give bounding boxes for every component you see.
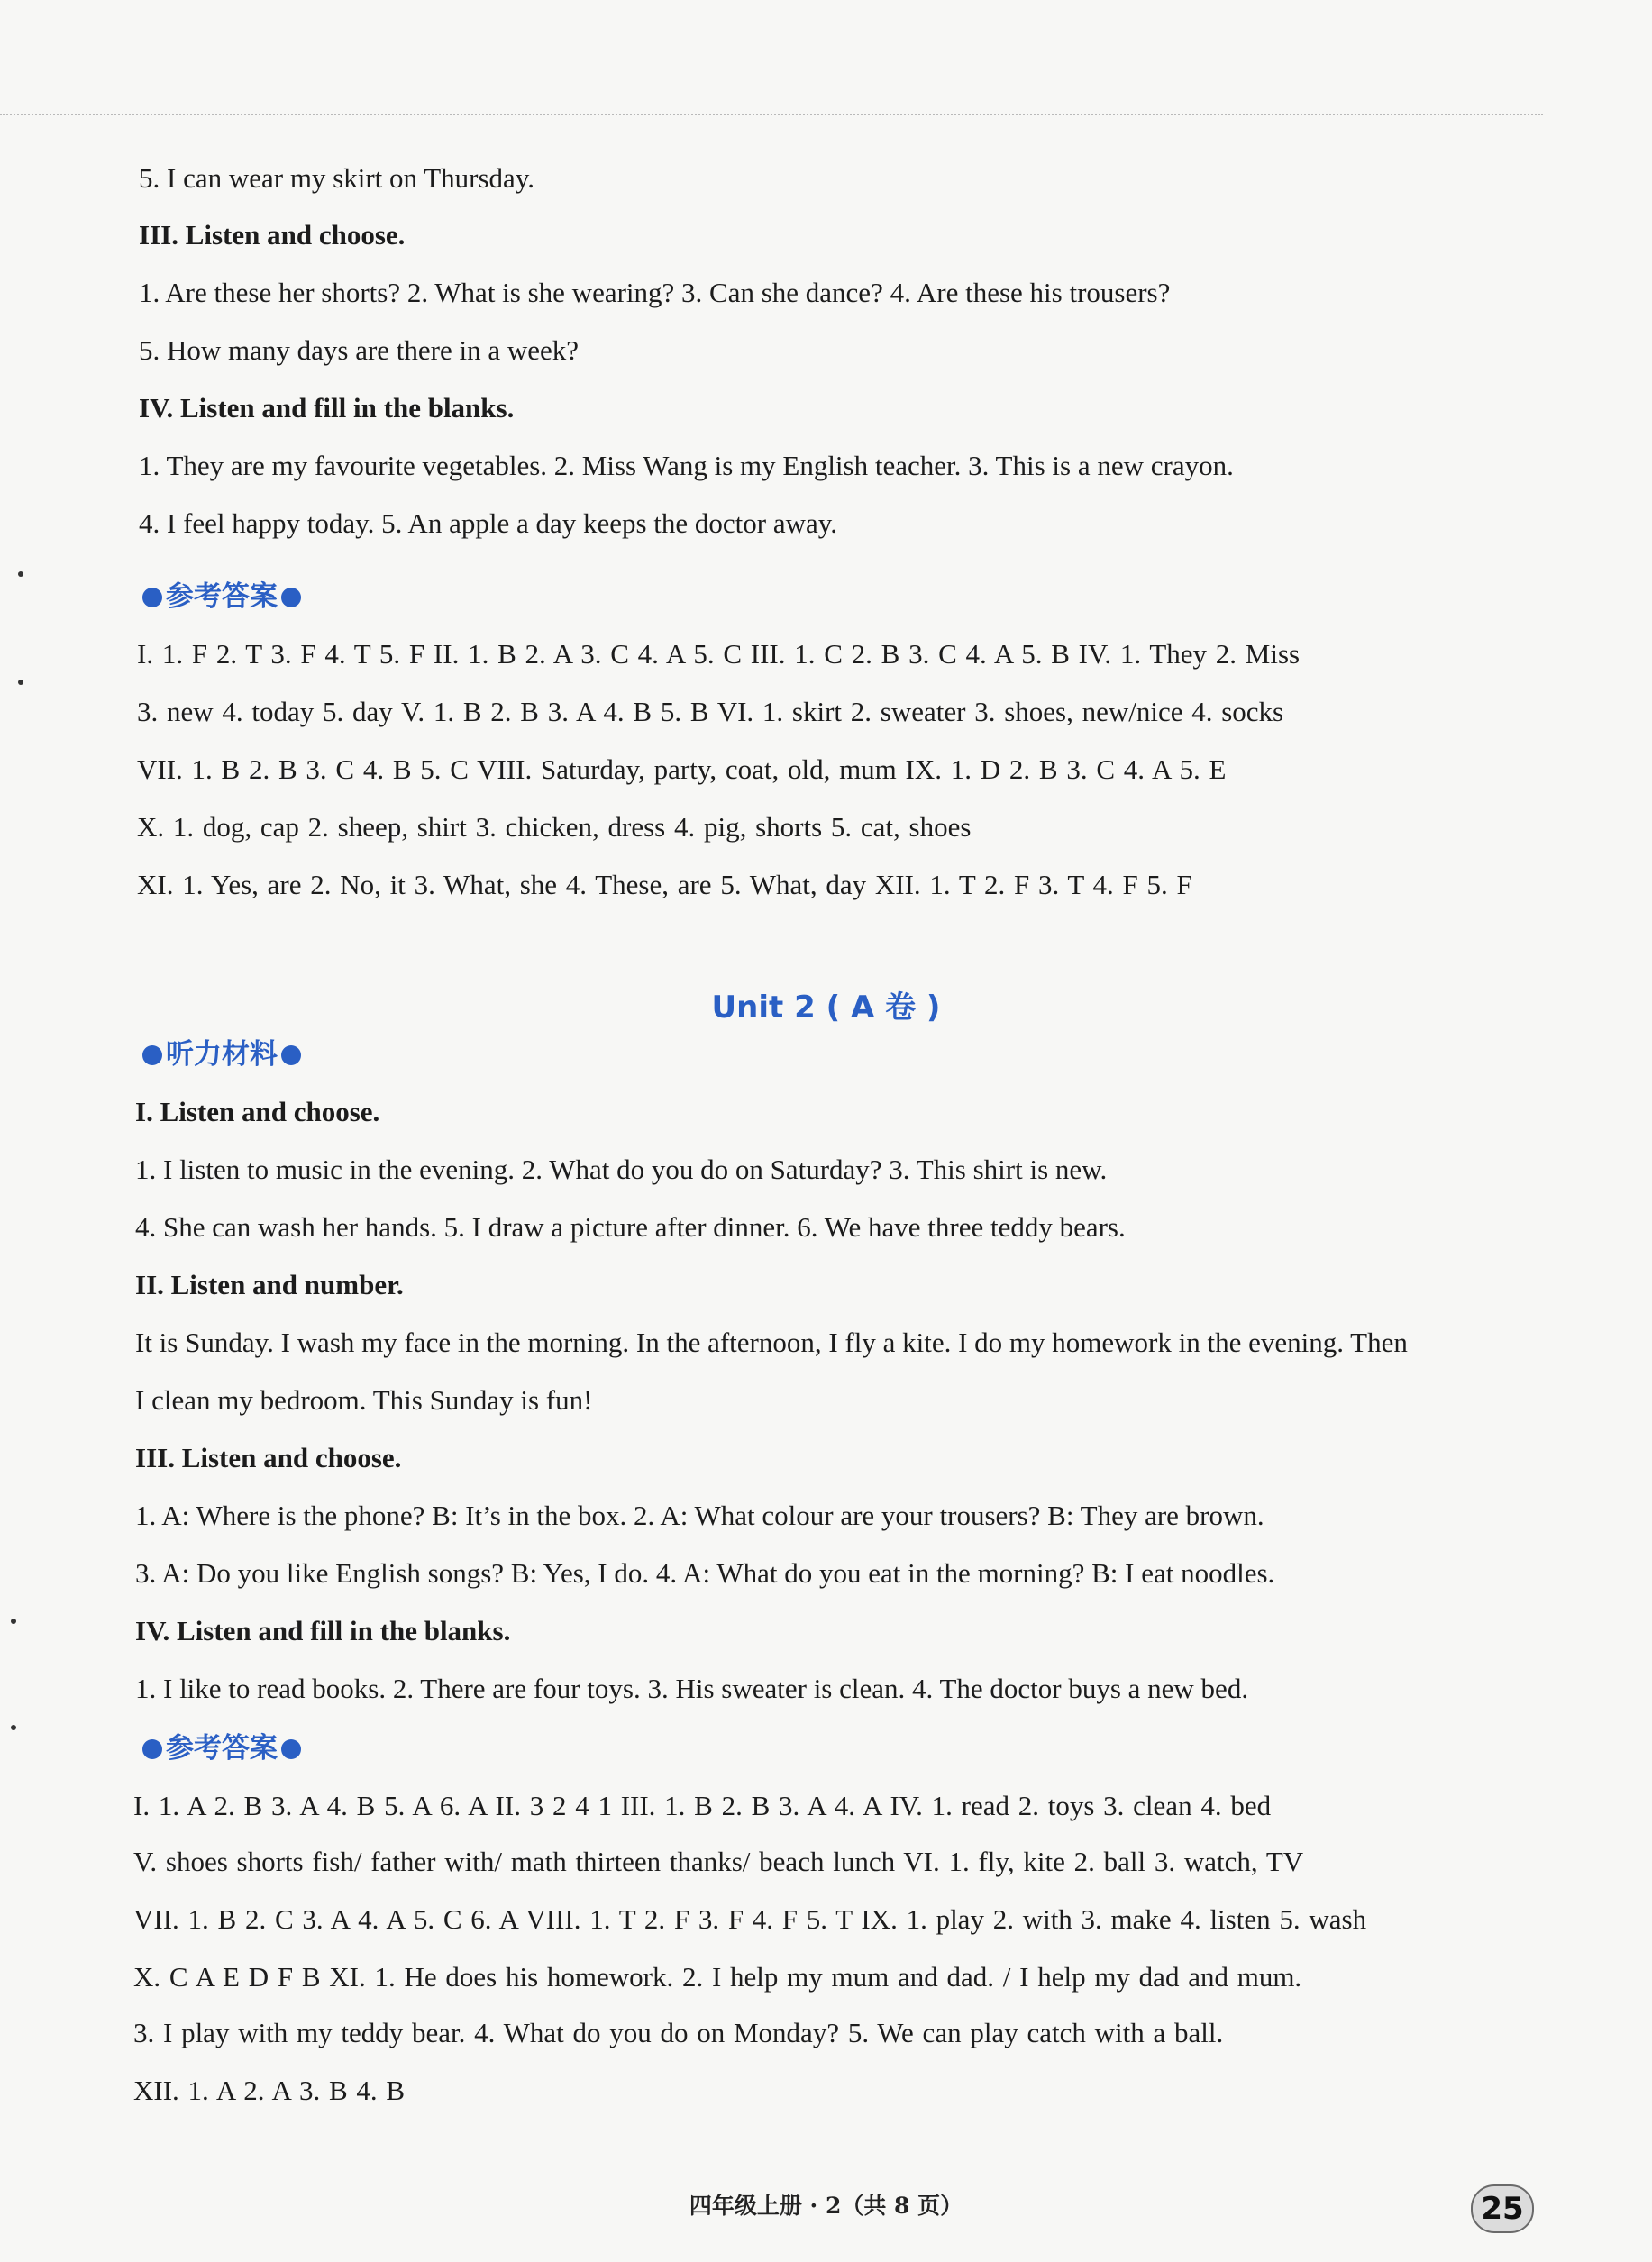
unit-title: Unit 2 ( A 卷 ) [711,990,941,1026]
text-line: 1. A: Where is the phone? B: It’s in the box. 2. A: What colour are your trousers? B: They are brown. [135,1500,1264,1531]
text-line: 1. Are these her shorts? 2. What is she wearing? 3. Can she dance? 4. Are these his trousers? [139,277,1171,308]
bullet-dot-icon [281,588,301,607]
text-line: 3. A: Do you like English songs? B: Yes, I do. 4. A: What do you eat in the morning? B: I eat noodles. [135,1557,1275,1589]
text-line: 5. I can wear my skirt on Thursday. [139,162,535,194]
top-dotted-rule [0,114,1543,115]
margin-dot [11,1725,16,1730]
margin-dot [18,571,23,577]
section-heading: I. Listen and choose. [135,1096,380,1127]
answer-line: VII. 1. B 2. B 3. C 4. B 5. C VIII. Saturday, party, coat, old, mum IX. 1. D 2. B 3. C 4. A 5. E [137,753,1227,785]
answer-line: XII. 1. A 2. A 3. B 4. B [133,2075,406,2106]
page-number-badge: 25 [1471,2184,1534,2233]
text-line: 5. How many days are there in a week? [139,334,580,366]
margin-dot [18,680,23,685]
answer-line: 3. new 4. today 5. day V. 1. B 2. B 3. A 4. B 5. B VI. 1. skirt 2. sweater 3. shoes, new/nice 4. socks [137,696,1284,727]
section-heading: II. Listen and number. [135,1269,404,1300]
bullet-dot-icon [142,1739,162,1759]
bullet-dot-icon [281,1045,301,1065]
text-line: 4. She can wash her hands. 5. I draw a picture after dinner. 6. We have three teddy bears. [135,1211,1126,1243]
listening-material-tag: 听力材料 [139,1036,305,1072]
answer-line: X. C A E D F B XI. 1. He does his homework. 2. I help my mum and dad. / I help my dad and mum. [133,1961,1302,1993]
bullet-dot-icon [142,1045,162,1065]
text-line: 1. They are my favourite vegetables. 2. Miss Wang is my English teacher. 3. This is a new crayon. [139,450,1234,481]
text-line: 1. I listen to music in the evening. 2. What do you do on Saturday? 3. This shirt is new. [135,1154,1108,1185]
answer-key-tag: 参考答案 [139,579,305,615]
answer-line: VII. 1. B 2. C 3. A 4. A 5. C 6. A VIII. 1. T 2. F 3. F 4. F 5. T IX. 1. play 2. with 3. make 4. listen 5. wash [133,1903,1367,1935]
section-heading: IV. Listen and fill in the blanks. [135,1615,511,1646]
section-heading: III. Listen and choose. [139,219,406,251]
answer-line: XI. 1. Yes, are 2. No, it 3. What, she 4. These, are 5. What, day XII. 1. T 2. F 3. T 4. F 5. F [137,869,1192,900]
answer-key-tag: 参考答案 [139,1730,305,1766]
text-line: I clean my bedroom. This Sunday is fun! [135,1384,593,1416]
page-footer: 四年级上册 · 2（共 8 页） [689,2193,963,2219]
section-heading: IV. Listen and fill in the blanks. [139,392,515,424]
answer-line: I. 1. F 2. T 3. F 4. T 5. F II. 1. B 2. A 3. C 4. A 5. C III. 1. C 2. B 3. C 4. A 5. B IV. 1. They 2. Miss [137,638,1301,670]
text-line: It is Sunday. I wash my face in the morning. In the afternoon, I fly a kite. I do my homework in the evening. Then [135,1327,1408,1358]
text-line: 1. I like to read books. 2. There are four toys. 3. His sweater is clean. 4. The doctor buys a new bed. [135,1673,1249,1704]
section-heading: III. Listen and choose. [135,1442,402,1473]
answer-line: 3. I play with my teddy bear. 4. What do you do on Monday? 5. We can play catch with a ball. [133,2017,1224,2048]
answer-line: X. 1. dog, cap 2. sheep, shirt 3. chicken, dress 4. pig, shorts 5. cat, shoes [137,811,972,843]
answer-line: V. shoes shorts fish/ father with/ math thirteen thanks/ beach lunch VI. 1. fly, kite 2. ball 3. watch, TV [133,1846,1304,1877]
answer-line: I. 1. A 2. B 3. A 4. B 5. A 6. A II. 3 2 4 1 III. 1. B 2. B 3. A 4. A IV. 1. read 2. toys 3. clean 4. bed [133,1790,1272,1821]
text-line: 4. I feel happy today. 5. An apple a day keeps the doctor away. [139,507,838,539]
bullet-dot-icon [142,588,162,607]
margin-dot [11,1619,16,1624]
bullet-dot-icon [281,1739,301,1759]
